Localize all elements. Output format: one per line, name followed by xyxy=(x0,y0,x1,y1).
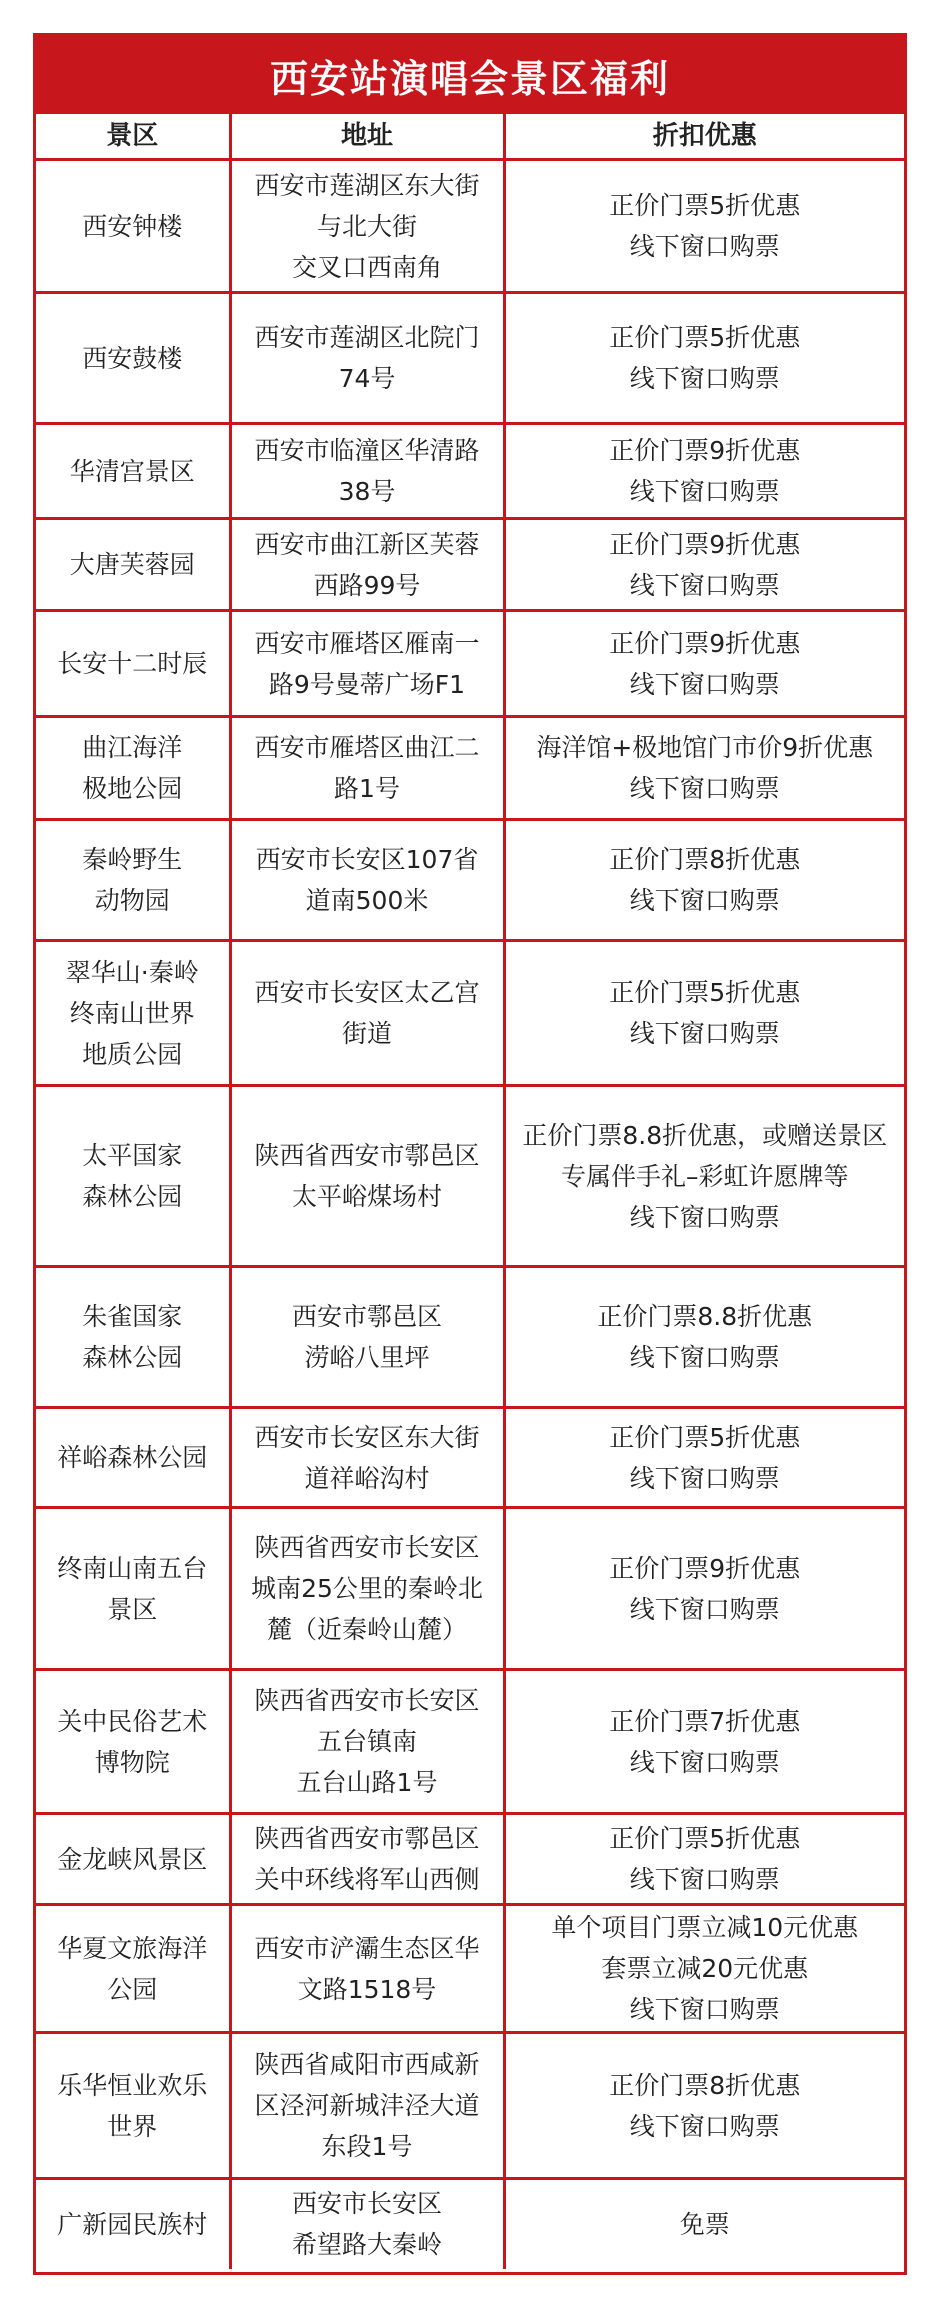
cell-text-line: 正价门票8折优惠 xyxy=(609,845,801,874)
cell-text-line: 街道 xyxy=(341,1019,392,1048)
address-cell xyxy=(230,424,504,519)
cell-text-line: 路1号 xyxy=(334,774,400,803)
scenic-spot-cell xyxy=(36,519,230,611)
address-cell xyxy=(230,293,504,424)
table-title: 西安站演唱会景区福利 xyxy=(36,36,904,114)
address-cell xyxy=(230,941,504,1086)
cell-text-line: 正价门票7折优惠 xyxy=(609,1706,801,1736)
cell-text-line: 正价门票5折优惠 xyxy=(609,191,801,220)
cell-text-line: 正价门票5折优惠 xyxy=(609,978,801,1007)
cell-text-line: 西安市莲湖区东大街 xyxy=(254,170,480,200)
discount-cell xyxy=(504,424,904,519)
cell-text-line: 西安鼓楼 xyxy=(82,343,183,373)
table-body xyxy=(36,114,904,2269)
cell-text-line: 西安市长安区107省 xyxy=(255,845,479,874)
cell-text-line: 翠华山·秦岭 xyxy=(65,957,199,987)
cell-text-line: 景区 xyxy=(107,1594,158,1624)
scenic-spot-cell xyxy=(36,820,230,941)
cell-text-line: 华夏文旅海洋 xyxy=(57,1933,208,1963)
cell-text-line: 西安市长安区东大街 xyxy=(254,1422,480,1452)
discount-cell xyxy=(504,1267,904,1408)
cell-text-line: 单个项目门票立减10元优惠 xyxy=(551,1913,859,1942)
cell-text-line: 世界 xyxy=(107,2111,158,2141)
cell-text-line: 线下窗口购票 xyxy=(629,1343,780,1372)
table-row xyxy=(36,941,904,1086)
discount-cell xyxy=(504,2033,904,2179)
cell-text-line: 西安市曲江新区芙蓉 xyxy=(254,529,480,559)
scenic-spot-cell xyxy=(36,293,230,424)
cell-text-line: 涝峪八里坪 xyxy=(304,1343,430,1372)
cell-text-line: 线下窗口购票 xyxy=(629,364,780,393)
discount-cell xyxy=(504,2179,904,2269)
cell-text-line: 森林公园 xyxy=(82,1182,183,1211)
scenic-spot-cell xyxy=(36,1086,230,1267)
table-row xyxy=(36,1670,904,1814)
cell-text-line: 城南25公里的秦岭北 xyxy=(251,1574,483,1603)
cell-text-line: 关中环线将军山西侧 xyxy=(254,1865,480,1894)
scenic-spot-cell xyxy=(36,1508,230,1670)
cell-text-line: 极地公园 xyxy=(82,774,183,803)
cell-text-line: 74号 xyxy=(338,364,396,393)
discount-cell xyxy=(504,1814,904,1905)
cell-text-line: 大唐芙蓉园 xyxy=(69,550,195,579)
column-header-address: 地址 xyxy=(230,114,504,160)
cell-text-line: 线下窗口购票 xyxy=(629,1463,780,1493)
scenic-spot-cell xyxy=(36,1267,230,1408)
cell-text-line: 正价门票5折优惠 xyxy=(609,1422,801,1452)
scenic-spot-cell xyxy=(36,2033,230,2179)
table-row xyxy=(36,611,904,717)
cell-text-line: 线下窗口购票 xyxy=(629,886,780,915)
table-row xyxy=(36,1267,904,1408)
scenic-spot-cell xyxy=(36,941,230,1086)
cell-text-line: 专属伴手礼–彩虹许愿牌等 xyxy=(560,1161,849,1191)
table-row xyxy=(36,1814,904,1905)
cell-text-line: 西安市雁塔区曲江二 xyxy=(254,733,480,762)
cell-text-line: 西安市临潼区华清路 xyxy=(254,436,480,465)
column-header-scenic-spot: 景区 xyxy=(36,114,230,160)
address-cell xyxy=(230,1408,504,1508)
cell-text-line: 博物院 xyxy=(94,1747,170,1777)
cell-text-line: 西安市雁塔区雁南一 xyxy=(254,628,480,658)
cell-text-line: 正价门票8.8折优惠 xyxy=(597,1302,813,1331)
cell-text-line: 文路1518号 xyxy=(297,1974,437,2004)
cell-text-line: 五台镇南 xyxy=(316,1727,417,1756)
cell-text-line: 乐华恒业欢乐 xyxy=(57,2070,208,2100)
cell-text-line: 祥峪森林公园 xyxy=(57,1443,208,1472)
address-cell xyxy=(230,519,504,611)
table-row xyxy=(36,820,904,941)
discount-cell xyxy=(504,519,904,611)
cell-text-line: 五台山路1号 xyxy=(296,1768,438,1797)
scenic-spot-cell xyxy=(36,2179,230,2269)
cell-text-line: 公园 xyxy=(107,1974,158,2004)
cell-text-line: 道祥峪沟村 xyxy=(304,1463,430,1493)
cell-text-line: 陕西省西安市长安区 xyxy=(254,1686,480,1715)
table-row xyxy=(36,2033,904,2179)
cell-text-line: 道南500米 xyxy=(305,886,429,915)
address-cell xyxy=(230,1670,504,1814)
scenic-spot-cell xyxy=(36,611,230,717)
discount-cell xyxy=(504,1508,904,1670)
cell-text-line: 正价门票9折优惠 xyxy=(609,436,801,465)
cell-text-line: 终南山世界 xyxy=(69,998,195,1028)
cell-text-line: 麓（近秦岭山麓） xyxy=(266,1615,467,1644)
cell-text-line: 关中民俗艺术 xyxy=(57,1706,208,1736)
cell-text-line: 正价门票5折优惠 xyxy=(609,323,801,352)
cell-text-line: 线下窗口购票 xyxy=(629,1865,780,1894)
cell-text-line: 华清宫景区 xyxy=(69,456,195,486)
discount-cell xyxy=(504,1670,904,1814)
cell-text-line: 广新园民族村 xyxy=(57,2209,208,2239)
cell-text-line: 正价门票9折优惠 xyxy=(609,1553,801,1583)
cell-text-line: 陕西省西安市鄠邑区 xyxy=(254,1824,480,1853)
scenic-spot-cell xyxy=(36,1670,230,1814)
cell-text-line: 西安市莲湖区北院门 xyxy=(254,323,480,352)
cell-text-line: 金龙峡风景区 xyxy=(57,1844,208,1874)
cell-text-line: 正价门票9折优惠 xyxy=(609,628,801,658)
table-row xyxy=(36,717,904,820)
cell-text-line: 线下窗口购票 xyxy=(629,2111,780,2141)
address-cell xyxy=(230,160,504,293)
address-cell xyxy=(230,2179,504,2269)
cell-text-line: 免票 xyxy=(679,2209,730,2239)
cell-text-line: 区泾河新城沣泾大道 xyxy=(254,2091,480,2120)
table-row xyxy=(36,424,904,519)
cell-text-line: 西安市长安区太乙宫 xyxy=(254,978,480,1007)
discount-table-sheet xyxy=(33,33,907,2275)
cell-text-line: 长安十二时辰 xyxy=(57,649,208,678)
discount-cell xyxy=(504,1905,904,2033)
address-cell xyxy=(230,611,504,717)
table-row xyxy=(36,160,904,293)
discount-cell xyxy=(504,611,904,717)
column-header-discount: 折扣优惠 xyxy=(504,114,904,160)
cell-text-line: 西路99号 xyxy=(313,570,421,600)
address-cell xyxy=(230,1086,504,1267)
scenic-spot-cell xyxy=(36,424,230,519)
cell-text-line: 线下窗口购票 xyxy=(629,669,780,699)
cell-text-line: 线下窗口购票 xyxy=(629,1995,780,2024)
address-cell xyxy=(230,1814,504,1905)
table-row xyxy=(36,1508,904,1670)
cell-text-line: 动物园 xyxy=(94,886,170,915)
scenic-discount-table xyxy=(36,114,904,2269)
address-cell xyxy=(230,1508,504,1670)
discount-cell xyxy=(504,160,904,293)
discount-cell xyxy=(504,1408,904,1508)
cell-text-line: 与北大街 xyxy=(316,211,417,241)
table-row xyxy=(36,1086,904,1267)
table-row xyxy=(36,2179,904,2269)
address-cell xyxy=(230,2033,504,2179)
cell-text-line: 秦岭野生 xyxy=(82,845,183,874)
cell-text-line: 正价门票9折优惠 xyxy=(609,529,801,559)
address-cell xyxy=(230,820,504,941)
scenic-spot-cell xyxy=(36,160,230,293)
cell-text-line: 线下窗口购票 xyxy=(629,477,780,506)
discount-cell xyxy=(504,941,904,1086)
cell-text-line: 东段1号 xyxy=(321,2132,413,2161)
cell-text-line: 陕西省西安市鄠邑区 xyxy=(254,1141,480,1170)
cell-text-line: 交叉口西南角 xyxy=(291,252,442,282)
discount-cell xyxy=(504,293,904,424)
table-row xyxy=(36,519,904,611)
scenic-spot-cell xyxy=(36,1814,230,1905)
cell-text-line: 西安钟楼 xyxy=(82,211,183,241)
cell-text-line: 正价门票5折优惠 xyxy=(609,1824,801,1853)
cell-text-line: 正价门票8折优惠 xyxy=(609,2070,801,2100)
address-cell xyxy=(230,1267,504,1408)
cell-text-line: 38号 xyxy=(338,477,396,506)
cell-text-line: 陕西省咸阳市西咸新 xyxy=(254,2050,480,2079)
scenic-spot-cell xyxy=(36,717,230,820)
cell-text-line: 西安市长安区 xyxy=(291,2189,442,2219)
table-row xyxy=(36,1408,904,1508)
cell-text-line: 线下窗口购票 xyxy=(629,570,780,600)
discount-cell xyxy=(504,1086,904,1267)
cell-text-line: 线下窗口购票 xyxy=(629,1202,780,1232)
cell-text-line: 地质公园 xyxy=(82,1039,183,1069)
cell-text-line: 西安市浐灞生态区华 xyxy=(254,1933,480,1963)
cell-text-line: 希望路大秦岭 xyxy=(291,2230,442,2260)
cell-text-line: 陕西省西安市长安区 xyxy=(254,1533,480,1562)
cell-text-line: 套票立减20元优惠 xyxy=(601,1954,809,1983)
discount-cell xyxy=(504,820,904,941)
cell-text-line: 曲江海洋 xyxy=(82,733,183,762)
cell-text-line: 线下窗口购票 xyxy=(629,1747,780,1777)
table-row xyxy=(36,293,904,424)
cell-text-line: 太平峪煤场村 xyxy=(291,1182,442,1211)
cell-text-line: 海洋馆+极地馆门市价9折优惠 xyxy=(536,733,874,762)
cell-text-line: 线下窗口购票 xyxy=(629,232,780,261)
cell-text-line: 森林公园 xyxy=(82,1343,183,1372)
cell-text-line: 终南山南五台 xyxy=(57,1553,208,1583)
scenic-spot-cell xyxy=(36,1408,230,1508)
address-cell xyxy=(230,717,504,820)
cell-text-line: 正价门票8.8折优惠，或赠送景区 xyxy=(522,1120,888,1150)
cell-text-line: 西安市鄠邑区 xyxy=(291,1302,442,1331)
scenic-spot-cell xyxy=(36,1905,230,2033)
cell-text-line: 线下窗口购票 xyxy=(629,1019,780,1048)
cell-text-line: 太平国家 xyxy=(82,1141,183,1170)
cell-text-line: 路9号曼蒂广场F1 xyxy=(268,669,466,699)
table-row xyxy=(36,1905,904,2033)
discount-cell xyxy=(504,717,904,820)
cell-text-line: 朱雀国家 xyxy=(82,1302,183,1331)
cell-text-line: 线下窗口购票 xyxy=(629,774,780,803)
header-row xyxy=(36,114,904,160)
address-cell xyxy=(230,1905,504,2033)
cell-text-line: 线下窗口购票 xyxy=(629,1594,780,1624)
